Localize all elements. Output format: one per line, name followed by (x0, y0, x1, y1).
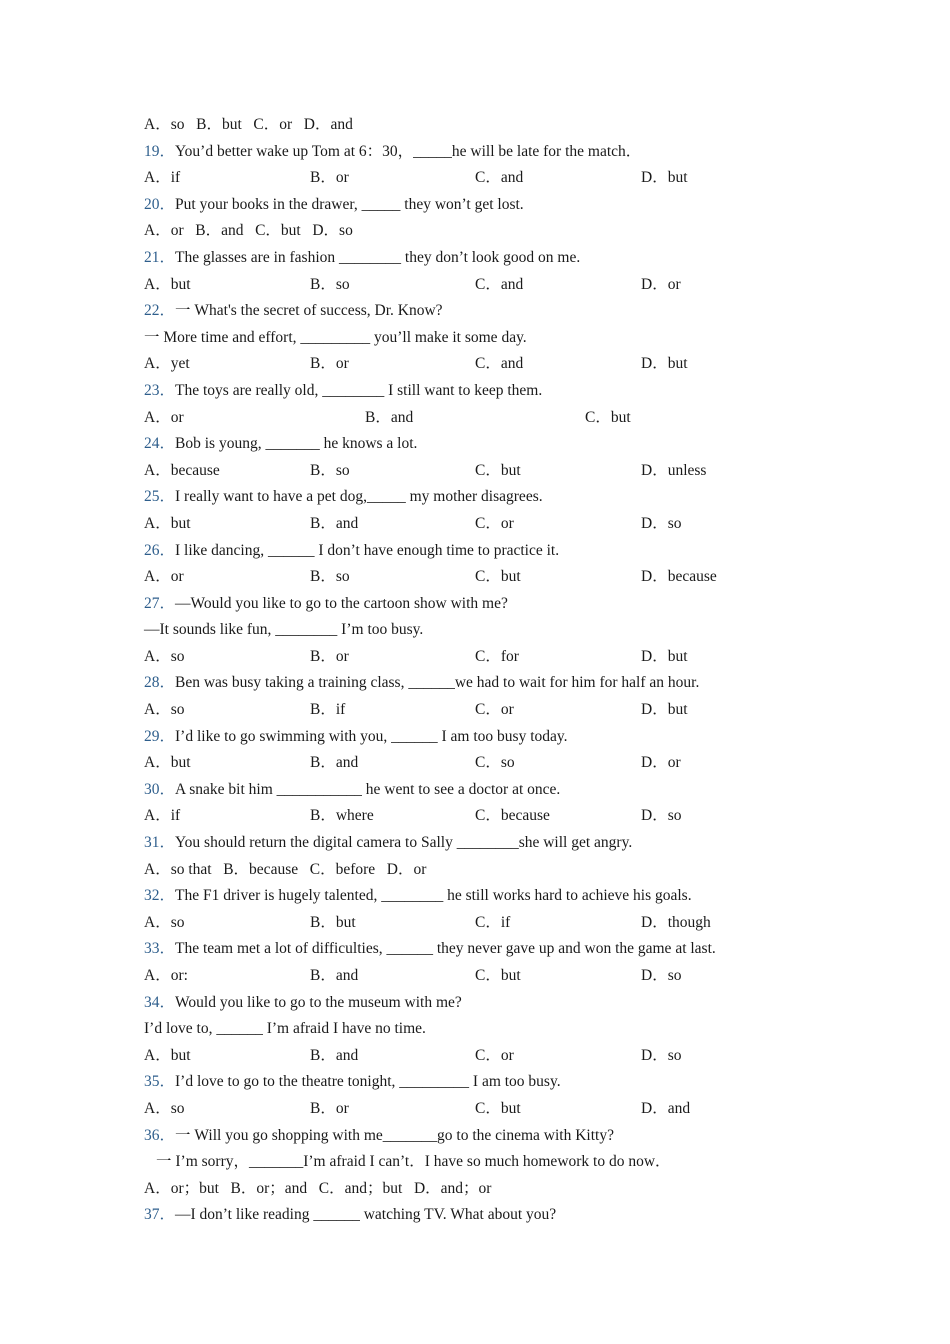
option: A．so (144, 647, 185, 665)
question-line (144, 591, 844, 618)
option: D．so (641, 514, 682, 532)
question-text: Put your books in the drawer, _____ they won’t get lost. (175, 195, 524, 213)
option: D．unless (641, 461, 707, 479)
question-number: 29． (144, 727, 176, 745)
option: C．because (475, 807, 550, 825)
question-line (144, 936, 844, 963)
option: A．so (144, 701, 185, 719)
option: C．or (475, 701, 514, 719)
question-number: 31． (144, 834, 176, 852)
option: B．and (310, 754, 359, 772)
question-text: The toys are really old, ________ I still want to keep them. (175, 381, 543, 399)
options-inline: A．so that B．because C．before D．or (144, 860, 427, 878)
question-number: 28． (144, 674, 176, 692)
option: C．but (475, 1099, 521, 1117)
question-line (144, 192, 844, 219)
question-line (144, 1069, 844, 1096)
option: A．because (144, 461, 220, 479)
option: A．if (144, 807, 181, 825)
option: C．and (475, 355, 524, 373)
question-text: —Would you like to go to the cartoon show with me? (175, 594, 508, 612)
options-row (144, 1176, 844, 1203)
question-line (144, 724, 844, 751)
question-line (144, 670, 844, 697)
option: A．but (144, 754, 191, 772)
question-text: The F1 driver is hugely talented, ________ he still works hard to achieve his goals. (175, 887, 692, 905)
answer-line: I’d love to, ______ I’m afraid I have no time. (144, 1020, 426, 1038)
option: C．for (475, 647, 519, 665)
question-text: You should return the digital camera to Sally ________she will get angry. (175, 834, 633, 852)
question-text: You’d better wake up Tom at 6：30，_____he will be late for the match． (175, 142, 642, 160)
question-line (144, 298, 844, 325)
option: B．or (310, 647, 349, 665)
question-text: A snake bit him ___________ he went to see a doctor at once. (175, 780, 561, 798)
option: A．but (144, 275, 191, 293)
option: B．so (310, 461, 350, 479)
answer-line: 一 More time and effort, _________ you’ll make it some day. (144, 328, 527, 346)
option: D．because (641, 568, 717, 586)
question-number: 24． (144, 435, 176, 453)
worksheet-page (144, 112, 844, 1229)
options-inline: A．so B．but C．or D．and (144, 116, 353, 133)
option: D．though (641, 913, 711, 931)
option: D．but (641, 647, 688, 665)
option: B．if (310, 701, 346, 719)
option: C．and (475, 169, 524, 187)
option: A．if (144, 169, 181, 187)
options-row (144, 165, 844, 192)
options-row (144, 1096, 844, 1123)
question-number: 25． (144, 488, 176, 506)
question-line (144, 1123, 844, 1150)
option: B．so (310, 568, 350, 586)
question-text: I like dancing, ______ I don’t have enough time to practice it. (175, 541, 560, 559)
option: D．so (641, 1046, 682, 1064)
option: B．or (310, 169, 349, 187)
options-inline: A．or；but B．or；and C．and；but D．and；or (144, 1179, 492, 1197)
question-text: Bob is young, _______ he knows a lot. (175, 435, 418, 453)
option: D．and (641, 1099, 691, 1117)
option: D．but (641, 169, 688, 187)
option: C．if (475, 913, 511, 931)
question-number: 26． (144, 541, 176, 559)
option: D．but (641, 701, 688, 719)
option: D．or (641, 275, 681, 293)
question-line (144, 538, 844, 565)
options-row (144, 697, 844, 724)
question-line (144, 484, 844, 511)
option: A．but (144, 514, 191, 532)
option: C．or (475, 514, 514, 532)
options-row (144, 750, 844, 777)
option: D．or (641, 754, 681, 772)
options-row (144, 112, 844, 139)
options-row (144, 1043, 844, 1070)
option: C．but (585, 408, 631, 426)
option: D．so (641, 807, 682, 825)
option: D．so (641, 967, 682, 984)
question-number: 36． (144, 1126, 176, 1144)
question-number: 37． (144, 1206, 176, 1224)
option: B．but (310, 913, 356, 931)
options-row (144, 511, 844, 538)
option: A．so (144, 1099, 185, 1117)
answer-line: —It sounds like fun, ________ I’m too busy. (144, 621, 424, 639)
option: B．where (310, 807, 374, 825)
option: A．but (144, 1046, 191, 1064)
options-row (144, 272, 844, 299)
question-number: 19． (144, 142, 176, 160)
option: D．but (641, 355, 688, 373)
question-number: 23． (144, 381, 176, 399)
option: A．or: (144, 967, 188, 984)
question-text: Would you like to go to the museum with me? (175, 993, 462, 1011)
question-line (144, 990, 844, 1017)
option: C．so (475, 754, 515, 772)
question-number: 22． (144, 302, 176, 320)
option: B．and (310, 514, 359, 532)
options-row (144, 963, 844, 990)
question-line (144, 830, 844, 857)
question-text: 一 Will you go shopping with me_______go to the cinema with Kitty? (175, 1126, 614, 1144)
option: C．but (475, 568, 521, 586)
options-row (144, 803, 844, 830)
question-line (144, 777, 844, 804)
question-number: 34． (144, 993, 176, 1011)
question-text: 一 What's the secret of success, Dr. Know? (175, 302, 443, 320)
question-number: 21． (144, 248, 176, 266)
question-text: I’d like to go swimming with you, ______ I am too busy today. (175, 727, 568, 745)
option: B．so (310, 275, 350, 293)
question-line (144, 245, 844, 272)
option: A．or (144, 568, 184, 586)
option: B．or (310, 1099, 349, 1117)
options-row (144, 218, 844, 245)
options-row (144, 564, 844, 591)
question-number: 35． (144, 1073, 176, 1091)
question-text: The team met a lot of difficulties, ______ they never gave up and won the game at last. (175, 940, 716, 958)
options-row (144, 910, 844, 937)
question-text: The glasses are in fashion ________ they don’t look good on me. (175, 248, 581, 266)
option: B．and (310, 967, 359, 984)
option: A．yet (144, 355, 190, 373)
options-row (144, 458, 844, 485)
option: C．and (475, 275, 524, 293)
question-number: 33． (144, 940, 176, 958)
option: A．so (144, 913, 185, 931)
question-line (144, 883, 844, 910)
question-number: 30． (144, 780, 176, 798)
option: B．or (310, 355, 349, 373)
option: B．and (365, 408, 414, 426)
option: C．but (475, 967, 521, 984)
option: C．or (475, 1046, 514, 1064)
question-number: 32． (144, 887, 176, 905)
option: B．and (310, 1046, 359, 1064)
question-text: I really want to have a pet dog,_____ my mother disagrees. (175, 488, 543, 506)
question-number: 27． (144, 594, 176, 612)
options-row (144, 405, 844, 432)
question-text: Ben was busy taking a training class, ______we had to wait for him for half an hour. (175, 674, 700, 692)
question-number: 20． (144, 195, 176, 213)
option: C．but (475, 461, 521, 479)
options-row (144, 644, 844, 671)
question-line (144, 139, 844, 166)
option: A．or (144, 408, 184, 426)
options-row (144, 351, 844, 378)
question-line (144, 431, 844, 458)
question-line (144, 378, 844, 405)
options-inline: A．or B．and C．but D．so (144, 222, 353, 240)
options-row (144, 857, 844, 884)
question-line (144, 1202, 844, 1229)
question-text: —I don’t like reading ______ watching TV. What about you? (175, 1206, 557, 1224)
question-text: I’d love to go to the theatre tonight, _________ I am too busy. (175, 1073, 561, 1091)
answer-line: 一 I’m sorry，_______I’m afraid I can’t．I have so much homework to do now． (156, 1153, 671, 1171)
